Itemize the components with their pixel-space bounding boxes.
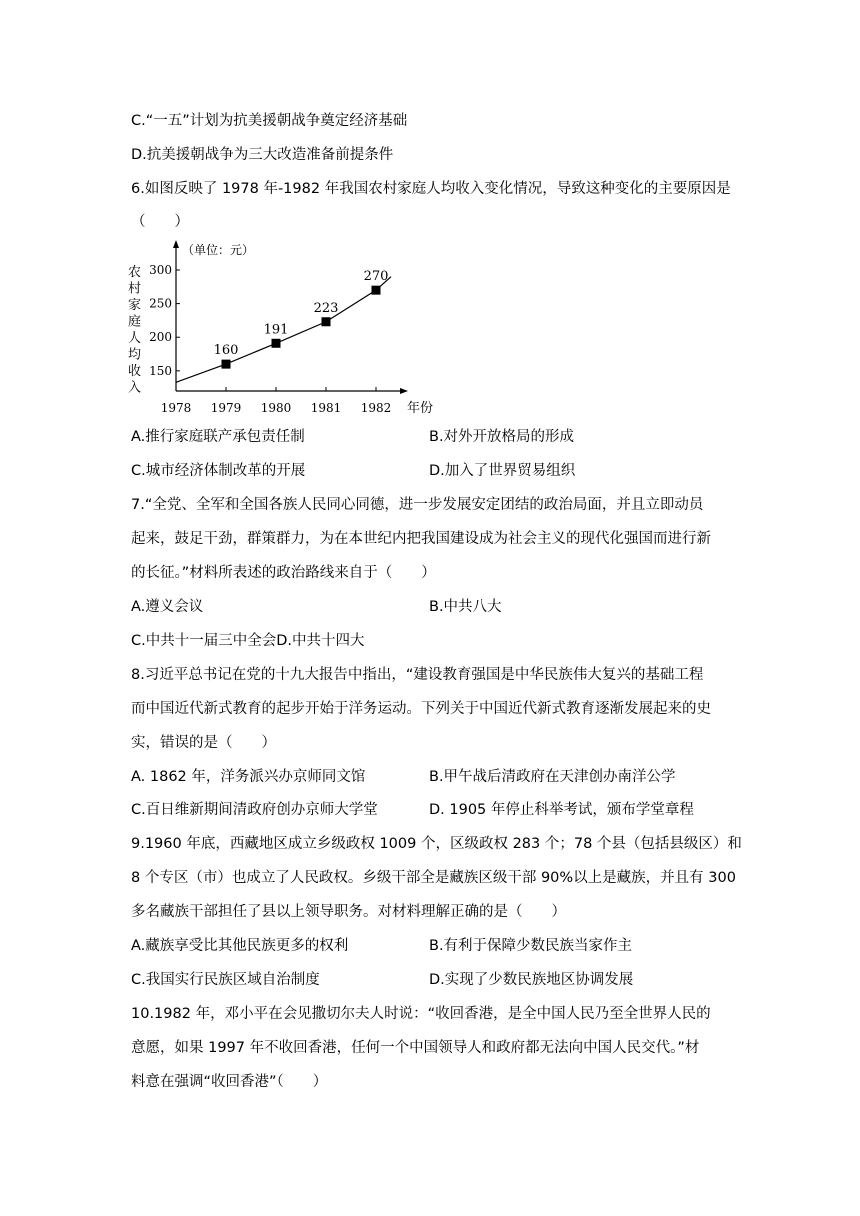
y-axis-label-char: 村 xyxy=(128,281,142,297)
question-8-stem-line-1: 8.习近平总书记在党的十九大报告中指出，“建设教育强国是中华民族伟大复兴的基础工程 xyxy=(131,667,704,683)
x-tick-label: 1982 xyxy=(360,401,392,415)
y-tick-label: 300 xyxy=(149,263,172,277)
question-7-options-cd xyxy=(131,631,365,651)
question-9-option-d: D.实现了少数民族地区协调发展 xyxy=(429,972,634,988)
question-7-option-a: A.遵义会议 xyxy=(131,599,204,615)
data-marker xyxy=(222,360,231,369)
data-label: 270 xyxy=(363,269,389,285)
question-5-option-d: D.抗美援朝战争为三大改造准备前提条件 xyxy=(131,147,394,163)
data-marker xyxy=(322,317,331,326)
y-axis-label-char: 均 xyxy=(128,347,142,363)
question-9-option-b: B.有利于保障少数民族当家作主 xyxy=(429,938,633,954)
x-tick-label: 1981 xyxy=(310,401,342,415)
y-tick-label: 150 xyxy=(149,363,172,378)
data-label: 223 xyxy=(313,300,339,316)
data-label: 191 xyxy=(263,322,289,338)
question-6-option-c: C.城市经济体制改革的开展 xyxy=(131,463,306,479)
question-6-option-b: B.对外开放格局的形成 xyxy=(429,429,575,445)
data-marker xyxy=(272,339,281,348)
question-10-stem-line-1: 10.1982 年，邓小平在会见撒切尔夫人时说：“收回香港，是全中国人民乃至全世界人民的 xyxy=(131,1006,711,1022)
question-8-option-a: A. 1862 年，洋务派兴办京师同文馆 xyxy=(131,769,366,785)
question-6-option-a: A.推行家庭联产承包责任制 xyxy=(131,429,305,445)
question-9-stem-line-2: 8 个专区（市）也成立了人民政权。乡级干部全是藏族区级干部 90%以上是藏族，并且有 300 xyxy=(131,870,736,886)
question-8-option-d: D. 1905 年停止科举考试，颁布学堂章程 xyxy=(429,802,694,818)
question-7-stem-line-3: 的长征。”材料所表述的政治路线来自于（ ） xyxy=(131,565,436,581)
question-9-option-c: C.我国实行民族区域自治制度 xyxy=(131,972,320,988)
question-6-stem-line-2: （ ） xyxy=(131,214,189,230)
question-7-option-d: D.中共十四大 xyxy=(276,633,365,649)
income-line-chart xyxy=(120,238,450,420)
y-axis-label-char: 入 xyxy=(128,380,142,396)
y-axis-label-char: 农 xyxy=(128,265,142,280)
data-label: 160 xyxy=(213,343,239,359)
question-10-stem-line-2: 意愿，如果 1997 年不收回香港，任何一个中国领导人和政府都无法向中国人民交代。”材 xyxy=(131,1040,700,1056)
y-axis-arrow-icon xyxy=(173,240,179,248)
x-axis-arrow-icon xyxy=(400,388,408,394)
y-tick-label: 250 xyxy=(149,296,172,311)
chart-unit-label: （单位：元） xyxy=(182,243,255,257)
x-tick-label: 1978 xyxy=(160,401,192,415)
y-tick-labels xyxy=(149,263,180,378)
x-tick-label: 1980 xyxy=(260,401,292,415)
question-9-option-a: A.藏族享受比其他民族更多的权利 xyxy=(131,938,349,954)
y-axis-label-char: 庭 xyxy=(128,314,142,330)
y-axis-label-char: 家 xyxy=(128,298,142,313)
question-9-stem-line-3: 多名藏族干部担任了县以上领导职务。对材料理解正确的是（ ） xyxy=(131,904,566,920)
question-7-stem-line-1: 7.“全党、全军和全国各族人民同心同德，进一步发展安定团结的政治局面，并且立即动员 xyxy=(131,497,704,513)
y-axis-label xyxy=(128,265,141,396)
question-10-stem-line-3: 料意在强调“收回香港”（ ） xyxy=(131,1074,328,1090)
question-7-stem-line-2: 起来，鼓足干劲，群策群力，为在本世纪内把我国建设成为社会主义的现代化强国而进行新 xyxy=(131,531,711,547)
question-9-stem-line-1: 9.1960 年底，西藏地区成立乡级政权 1009 个，区级政权 283 个；78 个县（包括县级区）和 xyxy=(131,836,742,852)
question-7-option-b: B.中共八大 xyxy=(429,599,502,615)
question-8-stem-line-2: 而中国近代新式教育的起步开始于洋务运动。下列关于中国近代新式教育逐渐发展起来的史 xyxy=(131,701,711,717)
question-8-option-c: C.百日维新期间清政府创办京师大学堂 xyxy=(131,802,378,818)
x-axis-label: 年份 xyxy=(407,401,434,416)
question-8-option-b: B.甲午战后清政府在天津创办南洋公学 xyxy=(429,769,676,785)
question-6-option-d: D.加入了世界贸易组织 xyxy=(429,463,576,479)
question-7-option-c: C.中共十一届三中全会 xyxy=(131,633,277,649)
y-axis-label-char: 人 xyxy=(128,331,142,346)
question-8-stem-line-3: 实，错误的是（ ） xyxy=(131,735,276,751)
question-5-option-c: C.“一五”计划为抗美援朝战争奠定经济基础 xyxy=(131,113,408,129)
data-labels xyxy=(214,269,389,358)
question-6-stem-line-1: 6.如图反映了 1978 年-1982 年我国农村家庭人均收入变化情况，导致这种变化的主要原因是 xyxy=(131,181,731,197)
y-axis-label-char: 收 xyxy=(128,364,142,379)
y-tick-label: 200 xyxy=(149,330,172,345)
data-marker xyxy=(372,286,381,295)
x-tick-label: 1979 xyxy=(210,401,242,415)
